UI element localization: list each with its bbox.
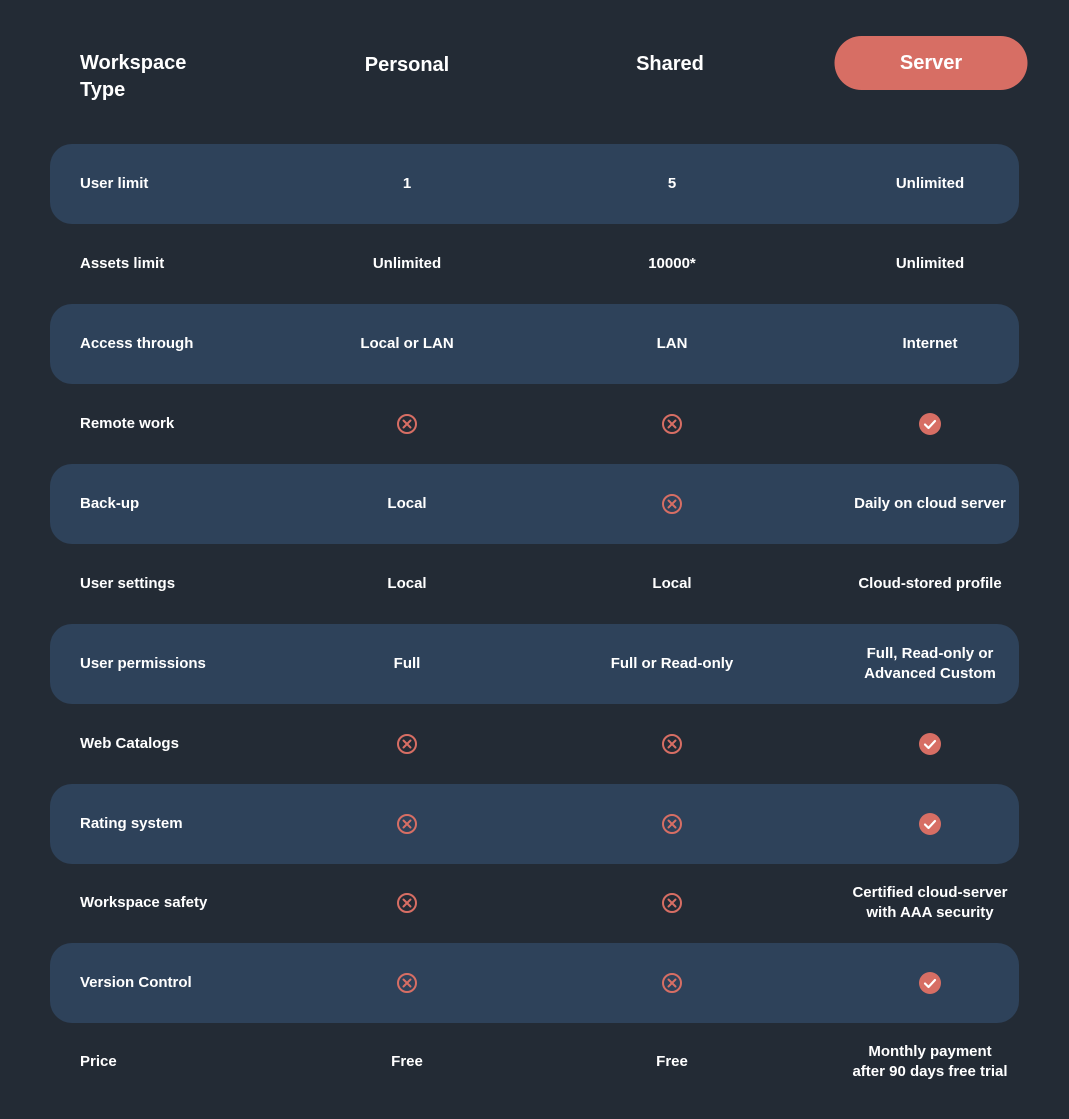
- column-personal: Personal: [364, 53, 450, 76]
- row-label: Workspace safety: [80, 894, 208, 911]
- table-row: [50, 943, 1019, 1023]
- cell-value: Local: [387, 575, 427, 592]
- table-header: [0, 0, 1069, 130]
- cell-value: Internet: [902, 335, 958, 352]
- row-label: Access through: [80, 335, 194, 352]
- table-row: [50, 863, 1019, 943]
- cell-value: Free: [391, 1053, 423, 1070]
- workspace-type-label: Workspace Type: [80, 52, 187, 101]
- row-label: Rating system: [80, 815, 183, 832]
- check-circle-icon: [835, 943, 1025, 1023]
- x-circle-icon: [572, 784, 772, 864]
- x-circle-icon: [572, 384, 772, 464]
- table-row: [50, 704, 1019, 784]
- cell-value: Local: [652, 575, 692, 592]
- row-label: User limit: [80, 175, 149, 192]
- row-label: Version Control: [80, 974, 192, 991]
- cell-value: Local or LAN: [360, 335, 454, 352]
- cell-value: Unlimited: [895, 255, 965, 272]
- table-row: [50, 544, 1019, 624]
- check-circle-icon: [835, 784, 1025, 864]
- cell-value: Unlimited: [372, 255, 442, 272]
- x-circle-icon: [572, 943, 772, 1023]
- table-row: [50, 1022, 1019, 1102]
- cell-value: Unlimited: [895, 175, 965, 192]
- cell-value: Cloud-stored profile: [858, 575, 1002, 592]
- x-circle-icon: [572, 863, 772, 943]
- cell-value: Full or Read-only: [610, 655, 734, 672]
- cell-value: 1: [402, 175, 412, 192]
- check-circle-icon: [835, 384, 1025, 464]
- column-shared: Shared: [636, 52, 704, 75]
- row-label: User settings: [80, 575, 176, 592]
- table-row: [50, 304, 1019, 384]
- cell-value: Full: [393, 655, 421, 672]
- table-row: [50, 224, 1019, 304]
- x-circle-icon: [572, 464, 772, 544]
- row-label: Assets limit: [80, 255, 165, 272]
- table-row: [50, 464, 1019, 544]
- cell-value: Daily on cloud server: [854, 495, 1006, 512]
- cell-value: Free: [656, 1053, 688, 1070]
- row-label: Web Catalogs: [80, 735, 179, 752]
- x-circle-icon: [572, 704, 772, 784]
- cell-value: 10000*: [648, 255, 696, 272]
- table-row: [50, 144, 1019, 224]
- table-row: [50, 624, 1019, 704]
- cell-value: Monthly payment after 90 days free trial: [852, 1043, 1008, 1080]
- table-row: [50, 384, 1019, 464]
- x-circle-icon: [307, 863, 507, 943]
- row-label: Remote work: [80, 415, 175, 432]
- row-label: User permissions: [80, 655, 206, 672]
- row-label: Price: [80, 1053, 117, 1070]
- check-circle-icon: [835, 704, 1025, 784]
- row-label: Back-up: [80, 495, 140, 512]
- cell-value: 5: [667, 175, 677, 192]
- server-button[interactable]: Server: [835, 36, 1028, 90]
- cell-value: Full, Read-only or Advanced Custom: [864, 645, 996, 682]
- x-circle-icon: [307, 943, 507, 1023]
- cell-value: Certified cloud-server with AAA security: [852, 884, 1008, 921]
- x-circle-icon: [307, 784, 507, 864]
- table-row: [50, 784, 1019, 864]
- x-circle-icon: [307, 384, 507, 464]
- cell-value: LAN: [656, 335, 688, 352]
- cell-value: Local: [387, 495, 427, 512]
- x-circle-icon: [307, 704, 507, 784]
